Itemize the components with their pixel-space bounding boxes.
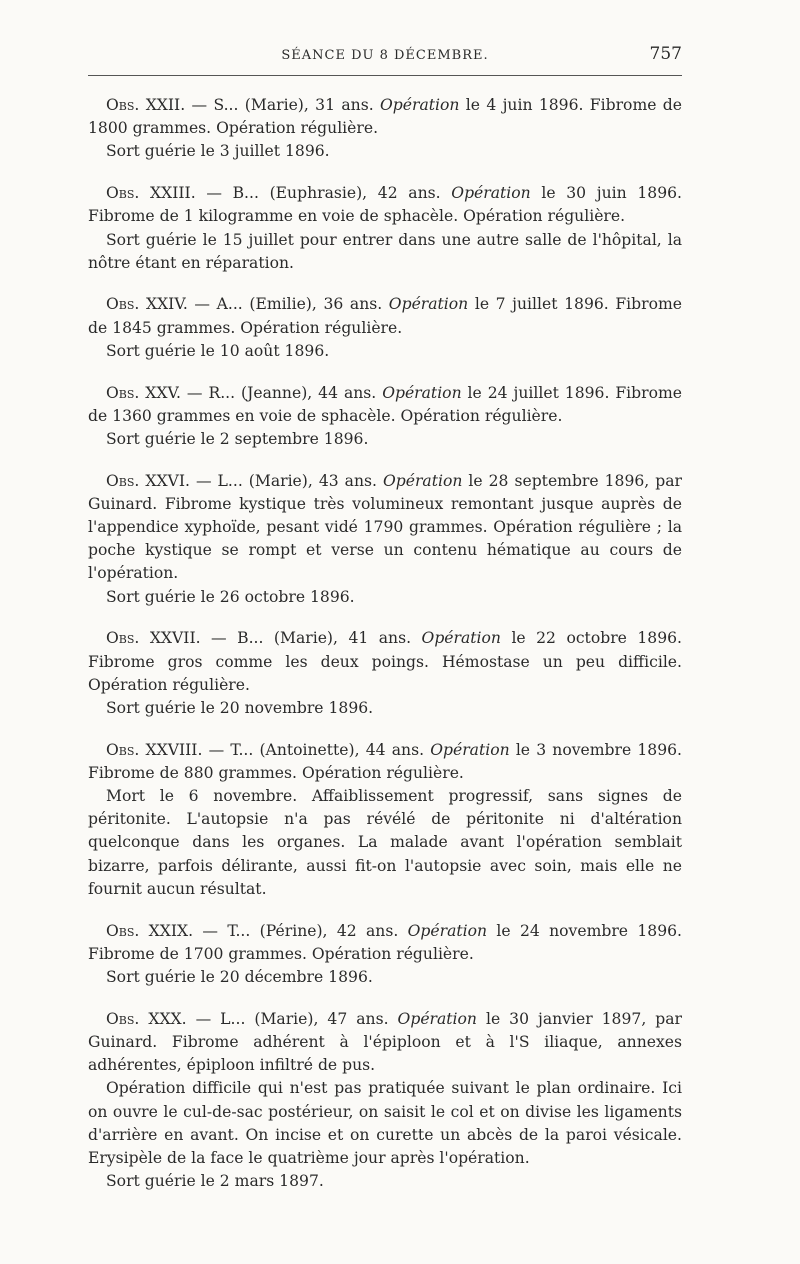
observation-heading-paragraph [88, 293, 682, 339]
observation-paragraph: Sort guérie le 2 mars 1897. [106, 1172, 324, 1191]
observation-label: Obs. XXIV. [106, 295, 188, 314]
operation-label: Opération [382, 471, 463, 490]
running-title: SÉANCE DU 8 DÉCEMBRE. [281, 48, 489, 63]
operation-details: le 30 juin 1896. Fibrome de 1 kilogramme en voie de sphacèle. Opération régulière. [88, 184, 682, 226]
observation-heading-paragraph [88, 1008, 682, 1078]
patient-info: — B... (Euphrasie), 42 ans. [195, 184, 452, 203]
observation-paragraph: Sort guérie le 10 août 1896. [106, 341, 330, 360]
observation-label: Obs. XXIII. [106, 184, 196, 203]
observation-heading-paragraph [88, 182, 682, 228]
patient-info: — T... (Périne), 42 ans. [193, 921, 408, 940]
observation-heading-paragraph [88, 920, 682, 966]
observation-label: Obs. XXVIII. [106, 740, 203, 759]
observation-entry [88, 182, 682, 275]
observation-paragraph: Sort guérie le 20 décembre 1896. [106, 968, 373, 986]
observation-entry [88, 293, 682, 363]
observation-paragraph: Mort le 6 novembre. Affaiblissement progressif, sans signes de péritonite. L'autopsie n'a pas révélé de péritonite ni d'altération quelconque dans les organes. La malade avant l'opération semblait bizarre, parfois délirante, aussi fit-on l'autopsie avec soin, mais elle ne fournit aucun résultat. [88, 787, 682, 898]
document-body [88, 94, 682, 1212]
observation-paragraph: Sort guérie le 15 juillet pour entrer dans une autre salle de l'hôpital, la nôtre étant en réparation. [88, 230, 682, 272]
observation-entry [88, 627, 682, 720]
observation-label: Obs. XXVII. [106, 629, 201, 648]
patient-info: — L... (Marie), 47 ans. [186, 1009, 398, 1028]
observation-paragraph: Sort guérie le 20 novembre 1896. [106, 698, 374, 717]
operation-label: Opération [407, 921, 488, 940]
patient-info: — L... (Marie), 43 ans. [189, 471, 383, 490]
observation-entry [88, 920, 682, 990]
observation-paragraph: Sort guérie le 3 juillet 1896. [106, 142, 330, 161]
patient-info: — A... (Emilie), 36 ans. [187, 295, 389, 314]
patient-info: — B... (Marie), 41 ans. [200, 629, 422, 648]
operation-details: le 28 septembre 1896, par Guinard. Fibrome kystique très volumineux remontant jusque auprès de l'appendice xyphoïde, pesant vidé 1790 grammes. Opération régulière ; la poche kystique se rompt et verse un contenu hématique au cours de l'opération. [88, 471, 682, 583]
operation-label: Opération [421, 629, 501, 648]
operation-details: le 22 octobre 1896. Fibrome gros comme les deux poings. Hémostase un peu difficile. Opération régulière. [88, 629, 682, 694]
operation-details: le 30 janvier 1897, par Guinard. Fibrome adhérent à l'épiploon et à l'S iliaque, annexes adhérentes, épiploon infiltré de pus. [88, 1009, 682, 1075]
operation-label: Opération [430, 740, 510, 759]
observation-entry [88, 739, 682, 901]
observation-entry [88, 94, 682, 164]
operation-details: le 3 novembre 1896. Fibrome de 880 grammes. Opération régulière. [88, 740, 683, 782]
operation-label: Opération [380, 96, 460, 114]
observation-entry [88, 1008, 682, 1194]
observation-heading-paragraph [88, 470, 682, 586]
observation-paragraph: Opération difficile qui n'est pas pratiquée suivant le plan ordinaire. Ici on ouvre le cul-de-sac postérieur, on saisit le col et on divise les ligaments d'arrière en avant. On incise et on curette un abcès de la paroi vésicale. Erysipèle de la face le quatrième jour après l'opération. [88, 1079, 682, 1167]
running-header [88, 42, 682, 70]
patient-info: — T... (Antoinette), 44 ans. [202, 740, 431, 759]
patient-info: — R... (Jeanne), 44 ans. [181, 383, 383, 402]
patient-info: — S... (Marie), 31 ans. [185, 96, 380, 114]
operation-label: Opération [388, 295, 469, 314]
operation-label: Opération [451, 184, 531, 203]
observation-label: Obs. XXIX. [106, 921, 194, 940]
operation-details: le 24 juillet 1896. Fibrome de 1360 grammes en voie de sphacèle. Opération régulière. [88, 383, 682, 425]
header-rule [88, 75, 682, 76]
observation-heading-paragraph [88, 382, 682, 428]
observation-label: Obs. XXX. [106, 1009, 187, 1028]
observation-paragraph: Sort guérie le 26 octobre 1896. [106, 587, 355, 606]
operation-label: Opération [397, 1009, 477, 1028]
observation-entry [88, 382, 682, 452]
page-number: 757 [649, 44, 682, 64]
operation-details: le 24 novembre 1896. Fibrome de 1700 grammes. Opération régulière. [88, 921, 682, 963]
operation-details: le 7 juillet 1896. Fibrome de 1845 grammes. Opération régulière. [88, 295, 683, 337]
observation-label: Obs. XXII. [106, 96, 186, 114]
observation-heading-paragraph [88, 739, 682, 785]
observation-heading-paragraph [88, 627, 682, 697]
operation-details: le 4 juin 1896. Fibrome de 1800 grammes. Opération régulière. [88, 96, 683, 138]
observation-paragraph: Sort guérie le 2 septembre 1896. [106, 429, 369, 448]
observation-heading-paragraph [88, 94, 682, 140]
observation-label: Obs. XXVI. [106, 471, 190, 490]
operation-label: Opération [382, 383, 462, 402]
observation-entry [88, 470, 682, 609]
observation-label: Obs. XXV. [106, 383, 181, 402]
